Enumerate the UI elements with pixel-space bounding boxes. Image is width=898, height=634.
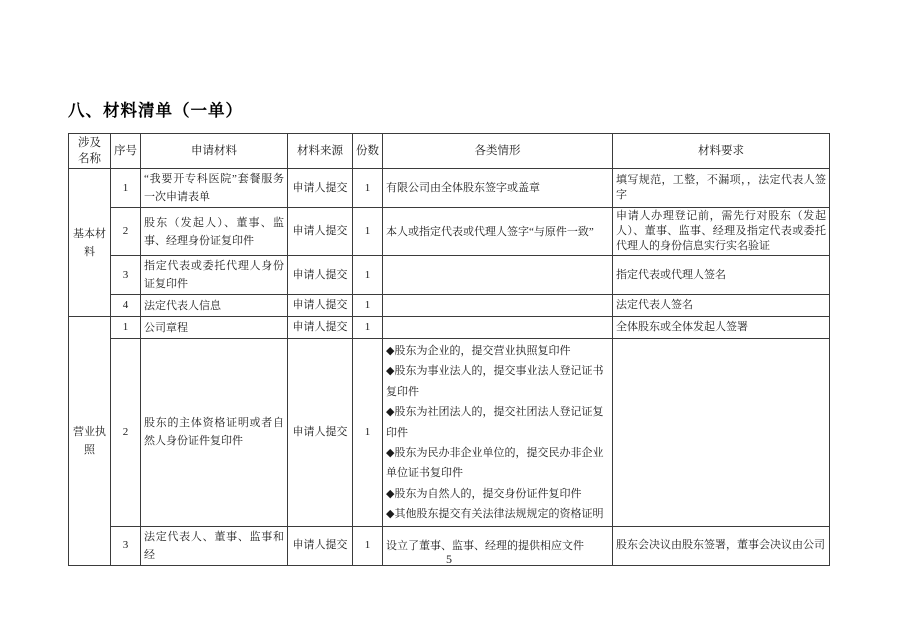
cell-copies: 1 (353, 295, 383, 317)
page-title: 八、材料清单（一单） (68, 102, 243, 120)
cell-material: 股东（发起人）、董事、监事、经理身份证复印件 (141, 208, 288, 256)
cell-material: 法定代表人、董事、监事和经 (141, 526, 288, 565)
cell-copies: 1 (353, 169, 383, 208)
column-header-copies: 份数 (353, 134, 383, 169)
cell-material: “我要开专科医院”套餐服务一次申请表单 (141, 169, 288, 208)
cell-requirement: 申请人办理登记前，需先行对股东（发起人）、董事、监事、经理及指定代表或委托代理人的身份信息实行实名验证 (613, 208, 830, 256)
situation-bullet-item: ◆股东为企业的，提交营业执照复印件 (386, 345, 571, 357)
column-header-situation: 各类情形 (383, 134, 613, 169)
cell-situation (383, 317, 613, 339)
cell-situation: 有限公司由全体股东签字或盖章 (383, 169, 613, 208)
cell-copies: 1 (353, 339, 383, 527)
document-page (68, 99, 829, 566)
column-header-category: 涉及 名称 (69, 134, 111, 169)
table-row (69, 295, 830, 317)
cell-source: 申请人提交 (288, 526, 353, 565)
table-row (69, 169, 830, 208)
cell-source: 申请人提交 (288, 317, 353, 339)
materials-table (68, 133, 830, 566)
cell-requirement (613, 339, 830, 527)
cell-situation (383, 295, 613, 317)
cell-no: 2 (111, 208, 141, 256)
table-header-row (69, 134, 830, 169)
cell-requirement: 指定代表或代理人签名 (613, 256, 830, 295)
cell-material: 法定代表人信息 (141, 295, 288, 317)
cell-source: 申请人提交 (288, 256, 353, 295)
cell-requirement: 填写规范，工整，不漏项，，法定代表人签字 (613, 169, 830, 208)
cell-situation: 本人或指定代表或代理人签字“与原件一致” (383, 208, 613, 256)
situation-bullet-item: ◆股东为民办非企业单位的，提交民办非企业单位证书复印件 (386, 447, 604, 480)
table-row (69, 256, 830, 295)
situation-bullet-item: ◆股东为事业法人的，提交事业法人登记证书复印件 (386, 365, 604, 398)
cell-source: 申请人提交 (288, 208, 353, 256)
cell-requirement: 法定代表人签名 (613, 295, 830, 317)
cell-no: 1 (111, 169, 141, 208)
column-header-material: 申请材料 (141, 134, 288, 169)
cell-material: 股东的主体资格证明或者自然人身份证件复印件 (141, 339, 288, 527)
table-row (69, 208, 830, 256)
table-row (69, 317, 830, 339)
cell-no: 3 (111, 256, 141, 295)
table-row (69, 339, 830, 527)
cell-source: 申请人提交 (288, 295, 353, 317)
cell-situation (383, 256, 613, 295)
column-header-source: 材料来源 (288, 134, 353, 169)
cell-situation (383, 339, 613, 527)
cell-no: 4 (111, 295, 141, 317)
column-header-no: 序号 (111, 134, 141, 169)
cell-source: 申请人提交 (288, 169, 353, 208)
cell-copies: 1 (353, 256, 383, 295)
cell-material: 指定代表或委托代理人身份证复印件 (141, 256, 288, 295)
section-category: 营业执照 (69, 317, 111, 566)
cell-copies: 1 (353, 526, 383, 565)
cell-no: 3 (111, 526, 141, 565)
cell-copies: 1 (353, 208, 383, 256)
column-header-requirement: 材料要求 (613, 134, 830, 169)
page-number: 5 (446, 552, 452, 566)
cell-copies: 1 (353, 317, 383, 339)
cell-requirement: 全体股东或全体发起人签署 (613, 317, 830, 339)
section-category: 基本材料 (69, 169, 111, 317)
cell-material: 公司章程 (141, 317, 288, 339)
cell-source: 申请人提交 (288, 339, 353, 527)
situation-bullet-item: ◆其他股东提交有关法律法规规定的资格证明 (386, 508, 604, 521)
situation-bullet-item: ◆股东为自然人的，提交身份证件复印件 (386, 487, 582, 500)
cell-no: 1 (111, 317, 141, 339)
cell-requirement: 股东会决议由股东签署，董事会决议由公司 (613, 526, 830, 565)
cell-no: 2 (111, 339, 141, 527)
situation-bullet-item: ◆股东为社团法人的，提交社团法人登记证复印件 (386, 406, 604, 439)
cell-situation: 设立了董事、监事、经理的提供相应文件 (383, 526, 613, 565)
